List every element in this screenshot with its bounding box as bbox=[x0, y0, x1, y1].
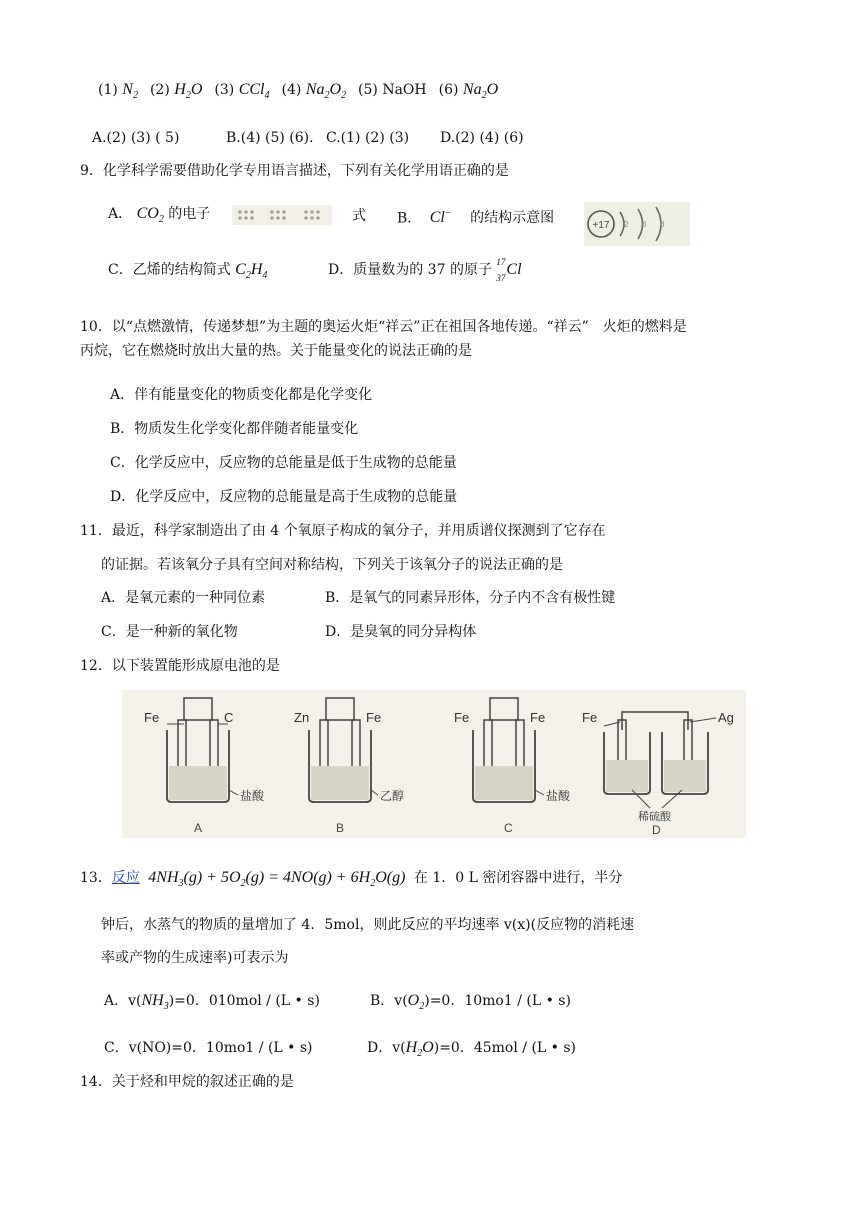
q13-option-a bbox=[104, 991, 320, 1017]
cell-b-left-electrode: Zn bbox=[294, 710, 310, 725]
q12-stem: 12．以下装置能形成原电池的是 bbox=[80, 658, 280, 674]
cell-a-right-electrode: C bbox=[224, 710, 234, 725]
q8-compound-number: (4) bbox=[281, 82, 302, 98]
q9-a-suffix: 式 bbox=[352, 208, 366, 224]
cell-c-solution: 盐酸 bbox=[546, 789, 571, 803]
q8-choice-c: C.(1) (2) (3) bbox=[326, 130, 410, 146]
chloride-structure-diagram bbox=[584, 202, 690, 246]
q8-choice-a: A.(2) (3) ( 5) bbox=[92, 130, 180, 146]
q9-c-formula: $C_2H_4$ bbox=[235, 261, 268, 282]
q8-compound-formula: $Na_2O$ bbox=[462, 81, 499, 102]
q9-a-formula: $CO_2$ bbox=[136, 205, 164, 226]
q9-d-text: D．质量数为的 37 的原子 bbox=[328, 262, 492, 278]
q8-compound-formula: NaOH bbox=[382, 82, 427, 98]
q9-option-d bbox=[328, 257, 522, 283]
q13-b-formula: $O_2$ bbox=[407, 992, 425, 1013]
svg-text:8: 8 bbox=[642, 220, 647, 229]
cell-b-letter: B bbox=[336, 821, 345, 835]
q8-compound-6 bbox=[438, 81, 499, 102]
q9-option-a bbox=[108, 204, 210, 230]
q13-after-equation: 在 1．0 L 密闭容器中进行，半分 bbox=[413, 870, 623, 886]
bohr-model-icon bbox=[584, 202, 690, 246]
q8-compound-formula: $N_2$ bbox=[122, 81, 138, 102]
cell-c-left-electrode: Fe bbox=[454, 710, 470, 725]
cell-c-letter: C bbox=[504, 821, 513, 835]
co2-dots-icon bbox=[232, 205, 332, 225]
cell-a-left-electrode: Fe bbox=[144, 710, 160, 725]
q13-option-c: C．v(NO)=0．10mo1 / (L • s) bbox=[104, 1040, 313, 1056]
svg-text:2: 2 bbox=[624, 220, 629, 229]
q8-compound-1 bbox=[98, 81, 138, 102]
cell-d-left-electrode: Fe bbox=[582, 710, 598, 725]
q13-stem-line1 bbox=[80, 868, 622, 894]
q9-option-b bbox=[397, 204, 554, 228]
q14-stem: 14．关于烃和甲烷的叙述正确的是 bbox=[80, 1074, 294, 1090]
q11-option-b: B．是氧气的同素异形体，分子内不含有极性键 bbox=[325, 590, 616, 606]
q9-a-mid: 的电子 bbox=[168, 206, 211, 222]
cell-d bbox=[582, 710, 734, 837]
q8-choice-b: B.(4) (5) (6). bbox=[226, 130, 314, 146]
q9-d-formula: 17 37 Cl bbox=[496, 257, 522, 283]
cell-a-solution: 盐酸 bbox=[240, 789, 265, 803]
q13-b-pre: B．v( bbox=[370, 993, 408, 1009]
q10-stem-line2: 丙烷，它在燃烧时放出大量的热。关于能量变化的说法正确的是 bbox=[80, 343, 472, 359]
q13-number: 13． bbox=[80, 870, 112, 886]
galvanic-cell-figure bbox=[122, 690, 746, 838]
cell-d-letter: D bbox=[652, 823, 661, 837]
q8-compound-number: (1) bbox=[98, 82, 118, 98]
q13-reaction-link[interactable]: 反应 bbox=[111, 870, 140, 886]
q11-stem-line1: 11．最近，科学家制造出了由 4 个氧原子构成的氧分子，并用质谱仪探测到了它存在 bbox=[80, 523, 606, 539]
q13-d-formula: $H_2O$ bbox=[405, 1039, 434, 1060]
svg-text:8: 8 bbox=[660, 220, 665, 229]
q13-stem-line2: 钟后，水蒸气的物质的量增加了 4．5mol，则此反应的平均速率 v(x)(反应物的消耗速 bbox=[101, 917, 635, 933]
q8-compound-formula: CCl$_4$ bbox=[238, 81, 270, 102]
q8-choice-d: D.(2) (4) (6) bbox=[440, 130, 524, 146]
q13-a-formula: $NH_3$ bbox=[141, 992, 169, 1013]
q10-option-a: A．伴有能量变化的物质变化都是化学变化 bbox=[110, 387, 373, 403]
cell-a bbox=[144, 698, 265, 835]
q8-compound-formula: $H_2O$ bbox=[174, 81, 203, 102]
q13-equation: $4NH_3(g) + 5O_2(g) = 4NO(g) + 6H_2O(g)$ bbox=[148, 869, 406, 890]
q13-d-post: )=0．45mol / (L • s) bbox=[433, 1040, 577, 1056]
cell-b bbox=[294, 698, 404, 835]
q8-compound-formula: $Na_2O_2$ bbox=[305, 81, 347, 102]
cell-c bbox=[454, 698, 571, 835]
q9-b-formula: Cl− bbox=[429, 208, 452, 227]
q8-compound-2 bbox=[149, 81, 203, 102]
q8-compounds-line bbox=[98, 80, 510, 106]
q9-option-c bbox=[108, 260, 267, 286]
q11-option-c: C．是一种新的氧化物 bbox=[101, 624, 238, 640]
q8-compound-number: (5) bbox=[358, 82, 378, 98]
q8-compound-number: (2) bbox=[149, 82, 170, 98]
q13-b-post: )=0．10mo1 / (L • s) bbox=[424, 993, 571, 1009]
q8-compound-4 bbox=[281, 81, 347, 102]
co2-electron-formula-image bbox=[232, 205, 332, 225]
q9-a-prefix: A． bbox=[108, 206, 133, 222]
q10-option-c: C．化学反应中，反应物的总能量是低于生成物的总能量 bbox=[110, 455, 457, 471]
q8-compound-number: (3) bbox=[214, 82, 235, 98]
nucleus-label: +17 bbox=[592, 220, 610, 231]
cell-a-letter: A bbox=[194, 821, 203, 835]
cells-diagram bbox=[122, 690, 746, 838]
q8-compound-number: (6) bbox=[438, 82, 459, 98]
q9-c-text: C．乙烯的结构简式 bbox=[108, 262, 231, 278]
q11-option-d: D．是臭氧的同分异构体 bbox=[325, 624, 477, 640]
q11-stem-line2: 的证据。若该氧分子具有空间对称结构，下列关于该氧分子的说法正确的是 bbox=[101, 557, 563, 573]
q9-b-prefix: B． bbox=[397, 210, 422, 227]
q9-stem: 9．化学科学需要借助化学专用语言描述，下列有关化学用语正确的是 bbox=[80, 163, 509, 179]
q13-option-b bbox=[370, 991, 571, 1017]
cell-d-solution: 稀硫酸 bbox=[638, 811, 671, 823]
cell-b-right-electrode: Fe bbox=[366, 710, 382, 725]
q13-option-d bbox=[367, 1038, 576, 1064]
q10-option-b: B．物质发生化学变化都伴随者能量变化 bbox=[110, 421, 359, 437]
cell-d-right-electrode: Ag bbox=[718, 710, 734, 725]
cell-b-solution: 乙醇 bbox=[380, 789, 405, 803]
q11-option-a: A．是氧元素的一种同位素 bbox=[101, 590, 266, 606]
q13-a-pre: A．v( bbox=[104, 993, 142, 1009]
q8-compound-5 bbox=[358, 82, 427, 98]
q13-d-pre: D．v( bbox=[367, 1040, 406, 1056]
q10-stem-line1: 10．以“点燃激情，传递梦想”为主题的奥运火炬“祥云”正在祖国各地传递。“祥云” 火炬的燃料是 bbox=[80, 319, 687, 335]
q10-option-d: D．化学反应中，反应物的总能量是高于生成物的总能量 bbox=[110, 489, 458, 505]
q9-b-suffix: 的结构示意图 bbox=[470, 210, 555, 227]
q13-a-post: )=0．010mol / (L • s) bbox=[168, 993, 320, 1009]
q8-compound-3 bbox=[214, 81, 270, 102]
q13-stem-line3: 率或产物的生成速率)可表示为 bbox=[101, 950, 289, 966]
cell-c-right-electrode: Fe bbox=[530, 710, 546, 725]
